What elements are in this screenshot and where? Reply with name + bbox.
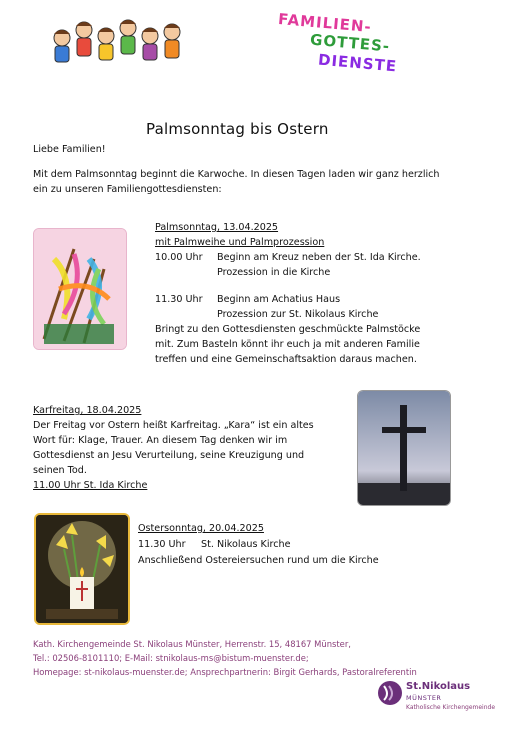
footer-contact: Tel.: 02506-8101110; E-Mail: stnikolaus-ms@bistum-muenster.de; <box>33 653 309 663</box>
logo-name: St.Nikolaus <box>406 681 471 692</box>
logo-line-3: DIENSTE <box>317 50 398 76</box>
footer-homepage: Homepage: st-nikolaus-muenster.de; Ansprechpartnerin: Birgit Gerhards, Pastoralreferentin <box>33 667 417 677</box>
logo-city: MÜNSTER <box>406 694 442 702</box>
friday-text-3: Gottesdienst an Jesu Verurteilung, seine Kreuzigung und <box>33 450 305 461</box>
easter-time: 11.30 Uhr <box>138 539 186 550</box>
palm-subtitle: mit Palmweihe und Palmprozession <box>155 237 325 248</box>
palm-desc-1a: Beginn am Kreuz neben der St. Ida Kirche. <box>217 252 421 263</box>
palm-note-2: mit. Zum Basteln könnt ihr euch ja mit anderen Familie <box>155 339 420 350</box>
greeting: Liebe Familien! <box>33 144 106 155</box>
friday-text-2: Wort für: Klage, Trauer. An diesem Tag denken wir im <box>33 435 288 446</box>
palm-note-1: Bringt zu den Gottesdiensten geschmückte Palmstöcke <box>155 324 421 335</box>
friday-text-1: Der Freitag vor Ostern heißt Karfreitag. „Kara“ ist ein altes <box>33 420 314 431</box>
easter-candle-photo <box>34 513 130 625</box>
palm-desc-2a: Beginn am Achatius Haus <box>217 294 341 305</box>
familiengottesdienste-logo <box>272 9 442 76</box>
palm-time-1: 10.00 Uhr <box>155 252 203 263</box>
friday-text-4: seinen Tod. <box>33 465 87 476</box>
easter-place: St. Nikolaus Kirche <box>201 539 291 550</box>
easter-date: Ostersonntag, 20.04.2025 <box>138 523 264 534</box>
page-title: Palmsonntag bis Ostern <box>146 120 329 138</box>
palm-desc-1b: Prozession in die Kirche <box>217 267 331 278</box>
friday-date: Karfreitag, 18.04.2025 <box>33 405 142 416</box>
st-nikolaus-logo <box>377 680 497 720</box>
easter-after: Anschließend Ostereiersuchen rund um die Kirche <box>138 555 379 566</box>
logo-subtitle: Katholische Kirchengemeinde <box>406 704 496 711</box>
palm-sticks-photo <box>33 228 127 350</box>
friday-time: 11.00 Uhr St. Ida Kirche <box>33 480 148 491</box>
palm-desc-2b: Prozession zur St. Nikolaus Kirche <box>217 309 379 320</box>
logo-line-1: FAMILIEN- <box>277 9 373 37</box>
palm-note-3: treffen und eine Gemeinschaftsaktion daraus machen. <box>155 354 417 365</box>
intro-line-2: ein zu unseren Familiengottesdiensten: <box>33 184 222 195</box>
children-clipart <box>48 18 188 70</box>
cross-photo <box>357 390 451 506</box>
nikolaus-emblem-icon <box>377 680 403 706</box>
palm-time-2: 11.30 Uhr <box>155 294 203 305</box>
logo-line-2: GOTTES- <box>309 30 391 56</box>
footer-address: Kath. Kirchengemeinde St. Nikolaus Münster, Herrenstr. 15, 48167 Münster, <box>33 639 351 649</box>
palm-date: Palmsonntag, 13.04.2025 <box>155 222 279 233</box>
intro-line-1: Mit dem Palmsonntag beginnt die Karwoche. In diesen Tagen laden wir ganz herzlich <box>33 169 440 180</box>
